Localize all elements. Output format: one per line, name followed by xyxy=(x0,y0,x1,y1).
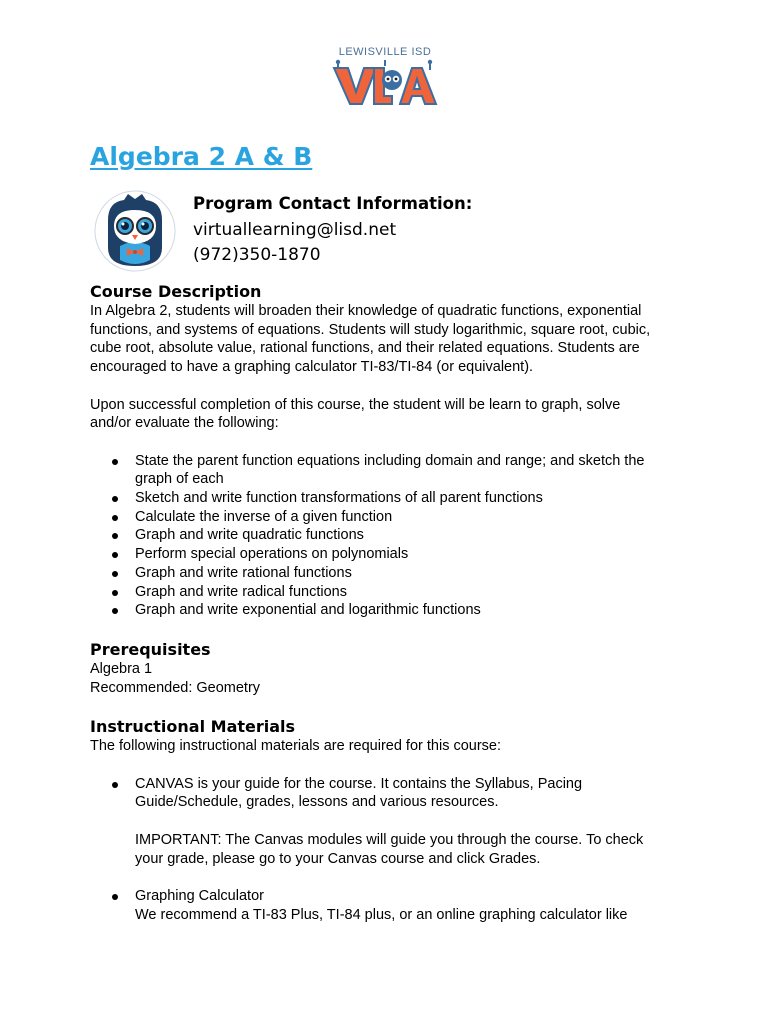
materials-list xyxy=(90,775,690,925)
text-line: cube root, absolute value, rational functions, and their related equations. Students are xyxy=(90,340,640,357)
vla-logo xyxy=(330,46,440,110)
list-item xyxy=(90,508,690,527)
text-line: State the parent function equations including domain and range; and sketch the xyxy=(135,452,645,469)
document-body xyxy=(90,282,690,924)
owl-mascot-icon xyxy=(94,190,176,272)
list-item xyxy=(90,583,690,602)
text-line: Perform special operations on polynomials xyxy=(135,546,409,563)
text-line: encouraged to have a graphing calculator TI-83/TI-84 (or equivalent). xyxy=(90,359,534,376)
bullet-icon xyxy=(112,782,118,788)
text-line: We recommend a TI-83 Plus, TI-84 plus, or an online graphing calculator like xyxy=(135,906,628,923)
bullet-icon xyxy=(112,894,118,900)
text-line: Upon successful completion of this course, the student will be learn to graph, solve xyxy=(90,396,621,413)
outcomes-intro-paragraph xyxy=(90,396,690,433)
bullet-icon xyxy=(112,571,118,577)
logo-caption: LEWISVILLE ISD xyxy=(338,46,432,58)
text-line: Graph and write radical functions xyxy=(135,583,347,600)
list-item xyxy=(90,564,690,583)
course-description-paragraph xyxy=(90,302,690,377)
contact-info xyxy=(193,194,472,268)
text-line: Graph and write rational functions xyxy=(135,564,352,581)
vla-logo-icon xyxy=(330,58,440,110)
bullet-icon xyxy=(112,552,118,558)
list-item xyxy=(90,545,690,564)
bullet-icon xyxy=(112,533,118,539)
instructional-materials-intro: The following instructional materials are required for this course: xyxy=(90,738,502,755)
text-line: CANVAS is your guide for the course. It contains the Syllabus, Pacing xyxy=(135,775,583,792)
list-item xyxy=(90,452,690,489)
text-line: Graph and write quadratic functions xyxy=(135,527,364,544)
list-item xyxy=(90,887,690,924)
list-item xyxy=(90,489,690,508)
text-line: and/or evaluate the following: xyxy=(90,415,279,432)
contact-phone: (972)350-1870 xyxy=(193,245,321,265)
prerequisite-line: Recommended: Geometry xyxy=(90,679,261,696)
contact-heading: Program Contact Information: xyxy=(193,194,473,213)
text-line: In Algebra 2, students will broaden their knowledge of quadratic functions, exponential xyxy=(90,303,642,319)
instructional-materials-heading: Instructional Materials xyxy=(90,717,296,737)
course-title: Algebra 2 A & B xyxy=(90,142,313,171)
bullet-icon xyxy=(112,496,118,502)
text-line: your grade, please go to your Canvas course and click Grades. xyxy=(135,850,541,867)
text-line: IMPORTANT: The Canvas modules will guide you through the course. To check xyxy=(135,831,644,848)
bullet-icon xyxy=(112,459,118,465)
prerequisites-heading: Prerequisites xyxy=(90,639,211,659)
course-description-heading: Course Description xyxy=(90,282,262,301)
bullet-icon xyxy=(112,590,118,596)
text-line: Graph and write exponential and logarithmic functions xyxy=(135,602,481,619)
contact-email: virtuallearning@lisd.net xyxy=(193,220,397,240)
text-line: Sketch and write function transformations of all parent functions xyxy=(135,490,543,506)
text-line: functions, and systems of equations. Students will study logarithmic, square root, cubic, xyxy=(90,321,651,338)
list-item xyxy=(90,601,690,620)
text-line: Calculate the inverse of a given function xyxy=(135,508,393,525)
list-item xyxy=(90,775,690,887)
text-line: Graphing Calculator xyxy=(135,887,264,904)
prerequisite-line: Algebra 1 xyxy=(90,660,153,677)
bullet-icon xyxy=(112,608,118,614)
text-line: Guide/Schedule, grades, lessons and various resources. xyxy=(135,794,499,811)
bullet-icon xyxy=(112,515,118,521)
list-item xyxy=(90,526,690,545)
text-line: graph of each xyxy=(135,471,224,488)
outcomes-list xyxy=(90,452,690,620)
